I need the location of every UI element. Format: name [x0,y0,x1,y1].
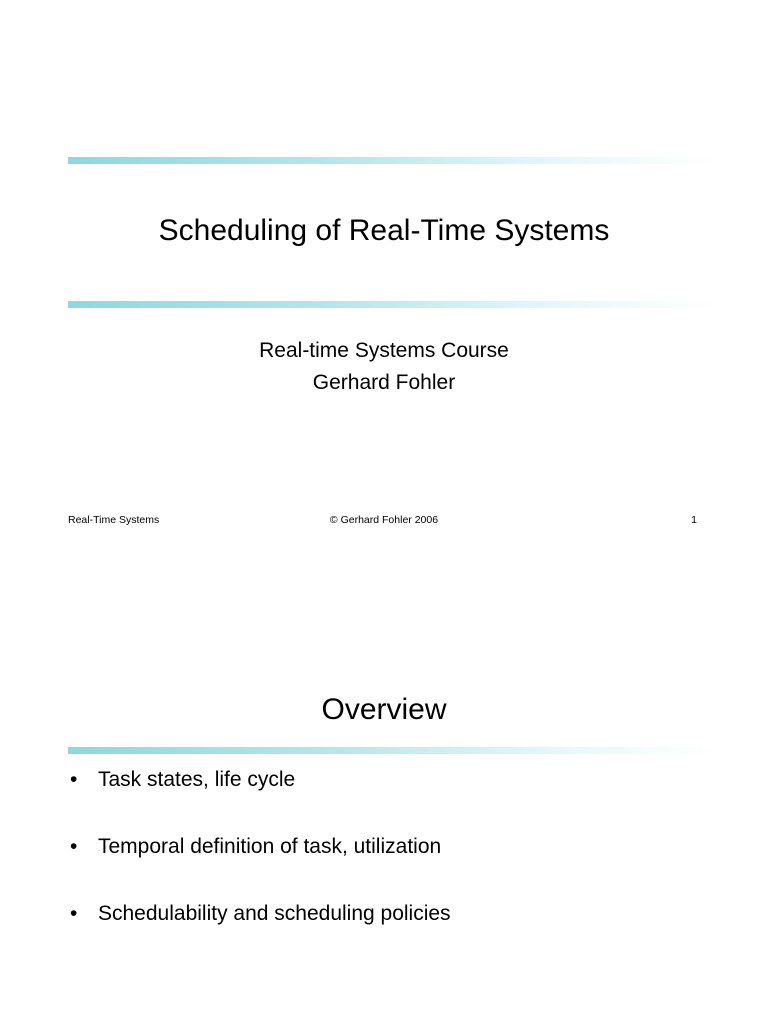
slide-2-title: Overview [321,693,447,726]
overview-bullet-list [68,766,451,967]
bullet-item [68,900,451,928]
bullet-text: Temporal definition of task, utilization [98,835,442,858]
bullet-item [68,766,451,794]
bullet-text: Task states, life cycle [98,768,296,791]
title-top-rule [68,157,718,164]
bullet-text: Schedulability and scheduling policies [98,902,451,925]
footer-page-number: 1 [691,514,697,526]
course-name: Real-time Systems Course [259,339,509,362]
bullet-icon: • [70,902,78,925]
slide-1-title: Scheduling of Real-Time Systems [158,214,610,247]
bullet-item [68,833,451,861]
footer-copyright: © Gerhard Fohler 2006 [329,514,439,526]
footer-course-label: Real-Time Systems [68,514,160,526]
bullet-icon: • [70,835,78,858]
author-name: Gerhard Fohler [312,371,456,394]
overview-rule [68,747,718,754]
bullet-icon: • [70,768,78,791]
title-bottom-rule [68,301,718,308]
